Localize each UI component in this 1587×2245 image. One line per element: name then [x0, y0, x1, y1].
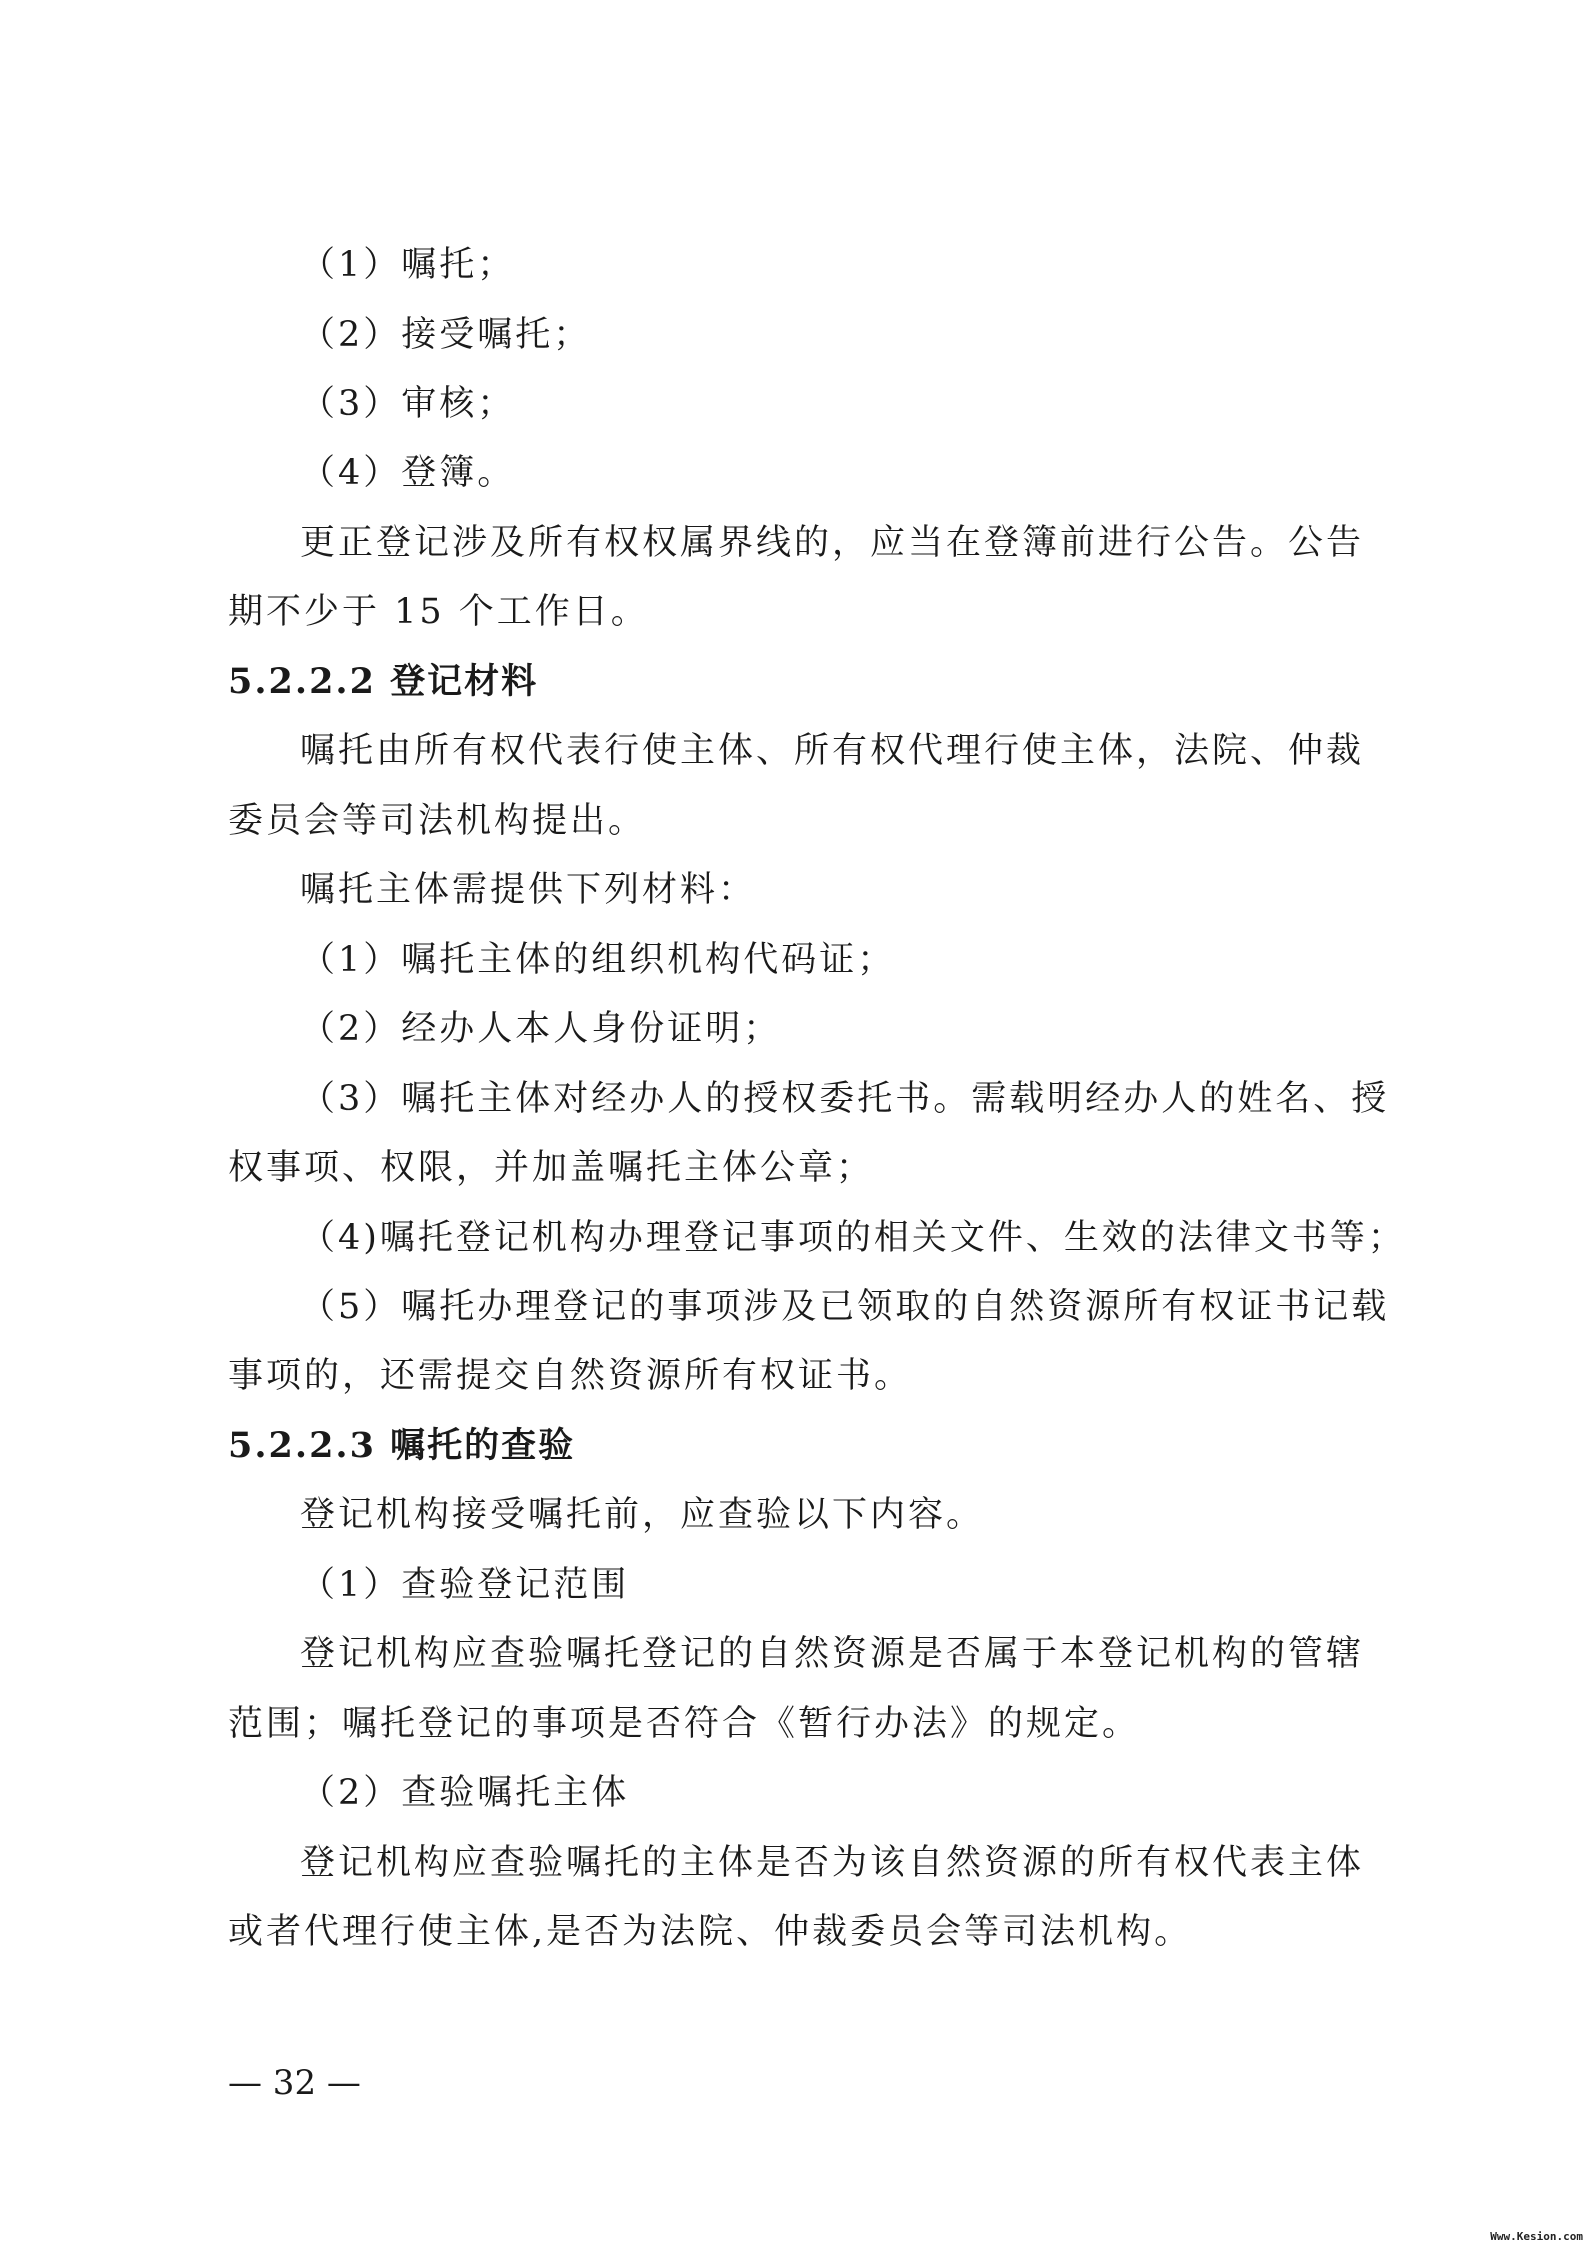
paragraph-line: 或者代理行使主体,是否为法院、仲裁委员会等司法机构。 [228, 1912, 1193, 1952]
paragraph-line: 委员会等司法机构提出。 [228, 801, 647, 841]
section-heading: 5.2.2.2 登记材料 [228, 661, 539, 702]
list-item: （5）嘱托办理登记的事项涉及已领取的自然资源所有权证书记载 [300, 1287, 1390, 1327]
paragraph-line: 登记机构应查验嘱托登记的自然资源是否属于本登记机构的管辖 [300, 1634, 1365, 1674]
paragraph-line: 登记机构接受嘱托前，应查验以下内容。 [300, 1495, 985, 1535]
page-number: — 32 — [228, 2063, 361, 2103]
list-item: （1）嘱托； [300, 245, 516, 285]
paragraph-line: 更正登记涉及所有权权属界线的，应当在登簿前进行公告。公告 [300, 523, 1365, 563]
list-item: （2）接受嘱托； [300, 315, 592, 355]
list-item: （2）经办人本人身份证明； [300, 1009, 782, 1049]
paragraph-line: 权事项、权限，并加盖嘱托主体公章； [228, 1148, 875, 1188]
paragraph-line: 嘱托由所有权代表行使主体、所有权代理行使主体，法院、仲裁 [300, 731, 1365, 771]
paragraph-line: 期不少于 15 个工作日。 [228, 592, 649, 632]
paragraph-line: 嘱托主体需提供下列材料： [300, 870, 757, 910]
list-item: （3）嘱托主体对经办人的授权委托书。需载明经办人的姓名、授 [300, 1079, 1390, 1119]
list-item: （4)嘱托登记机构办理登记事项的相关文件、生效的法律文书等； [300, 1218, 1406, 1258]
paragraph-line: 登记机构应查验嘱托的主体是否为该自然资源的所有权代表主体 [300, 1843, 1365, 1883]
paragraph-line: 事项的，还需提交自然资源所有权证书。 [228, 1356, 913, 1396]
list-item: （1）嘱托主体的组织机构代码证； [300, 940, 896, 980]
list-item: （3）审核； [300, 384, 516, 424]
section-heading: 5.2.2.3 嘱托的查验 [228, 1425, 576, 1466]
list-item: （1）查验登记范围 [300, 1565, 630, 1605]
list-item: （2）查验嘱托主体 [300, 1773, 630, 1813]
watermark: Www.Kesion.com [1490, 2230, 1583, 2243]
list-item: （4）登簿。 [300, 453, 516, 493]
paragraph-line: 范围；嘱托登记的事项是否符合《暂行办法》的规定。 [228, 1704, 1141, 1744]
